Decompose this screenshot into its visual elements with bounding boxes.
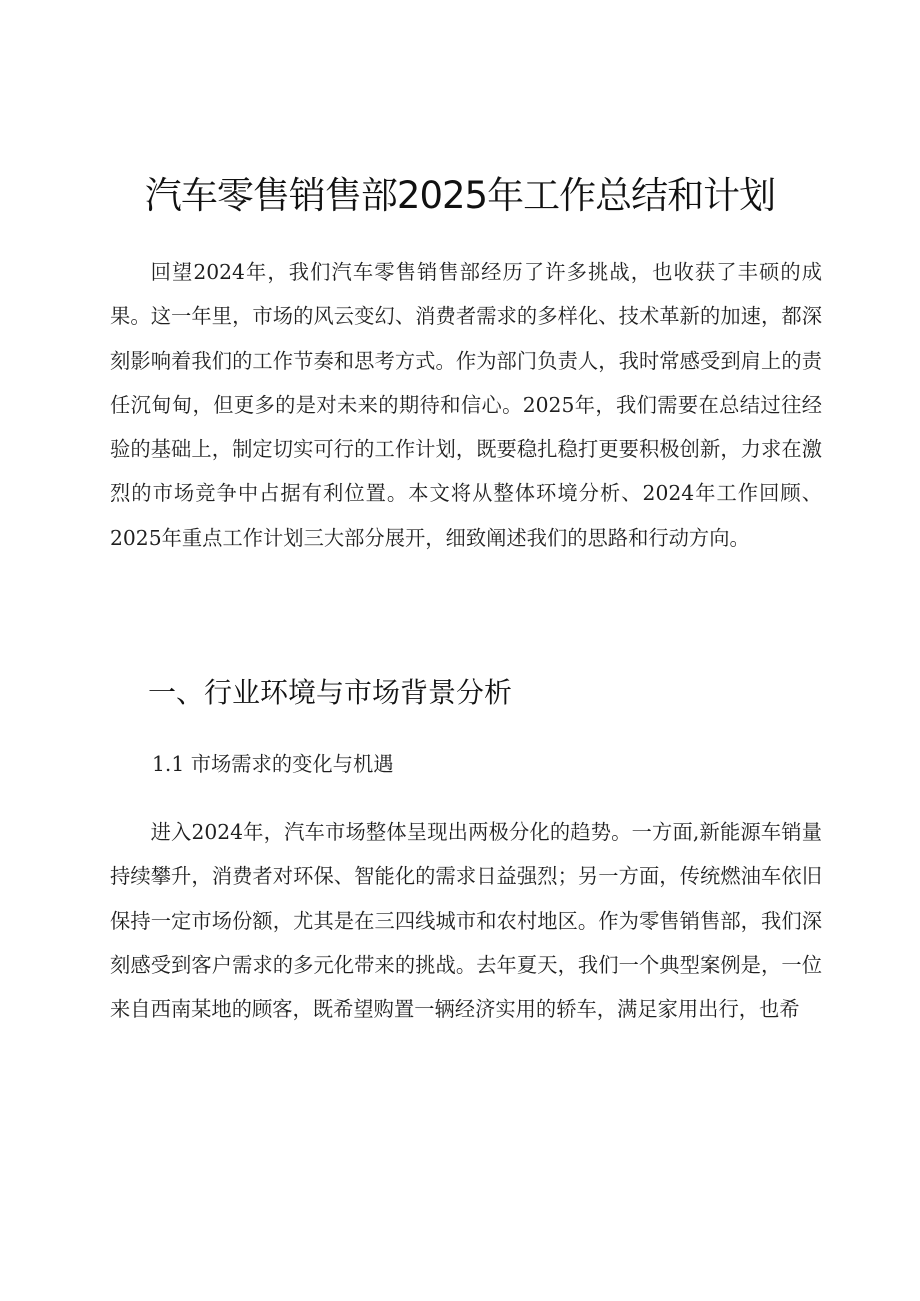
intro-paragraph: 回望2024年，我们汽车零售销售部经历了许多挑战，也收获了丰硕的成果。这一年里，市场的风云变幻、消费者需求的多样化、技术革新的加速，都深刻影响着我们的工作节奏和思考方式。作为部门负责人，我时常感受到肩上的责任沉甸甸，但更多的是对未来的期待和信心。2025年，我们需要在总结过往经验的基础上，制定切实可行的工作计划，既要稳扎稳打更要积极创新，力求在激烈的市场竞争中占据有利位置。本文将从整体环境分析、2024年工作回顾、2025年重点工作计划三大部分展开，细致阐述我们的思路和行动方向。 [110, 260, 822, 550]
document-title: 汽车零售销售部2025年工作总结和计划 [144, 174, 776, 217]
section-heading: 一、行业环境与市场背景分析 [148, 676, 513, 709]
body-paragraph: 进入2024年，汽车市场整体呈现出两极分化的趋势。一方面,新能源车销量持续攀升，消费者对环保、智能化的需求日益强烈；另一方面，传统燃油车依旧保持一定市场份额，尤其是在三四线城市和农村地区。作为零售销售部，我们深刻感受到客户需求的多元化带来的挑战。去年夏天，我们一个典型案例是，一位来自西南某地的顾客，既希望购置一辆经济实用的轿车，满足家用出行，也希 [110, 820, 822, 1022]
subsection-heading: 1.1 市场需求的变化与机遇 [152, 752, 394, 776]
